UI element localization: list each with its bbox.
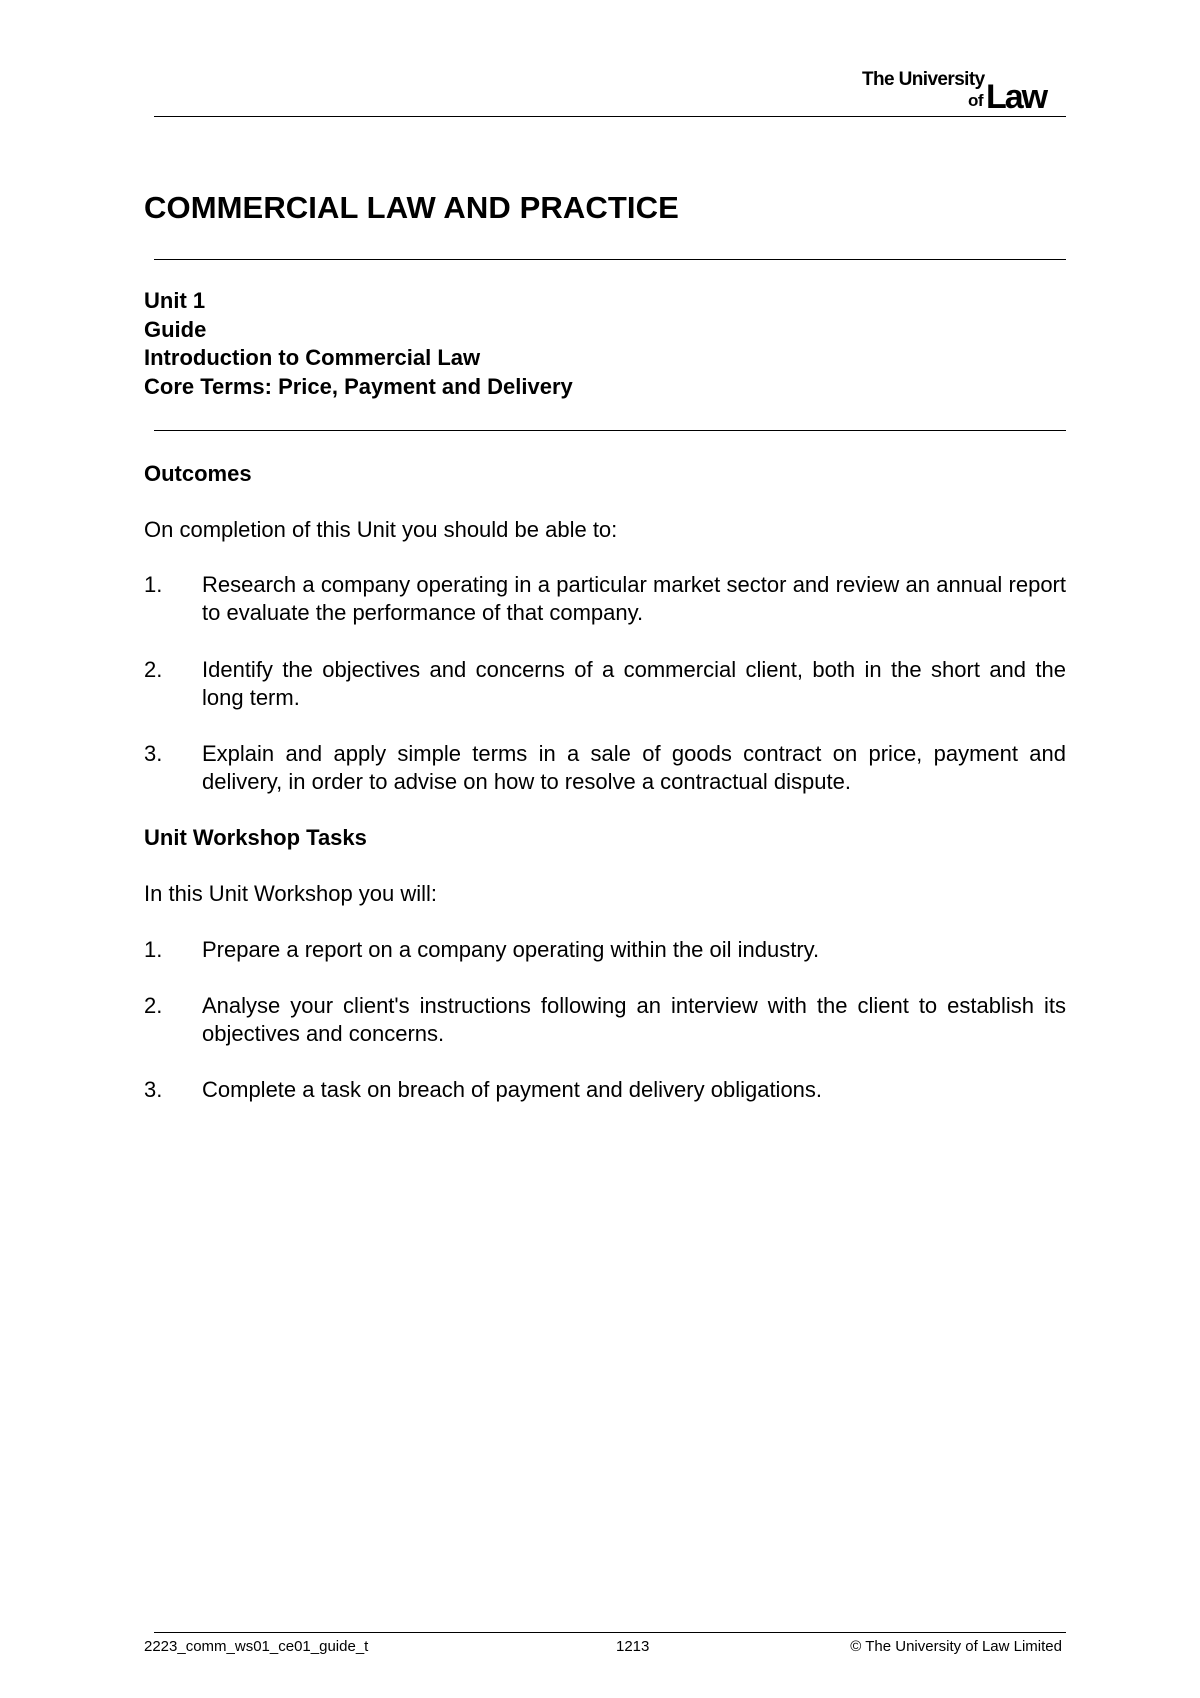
tasks-heading: Unit Workshop Tasks — [144, 825, 367, 850]
title-divider — [154, 259, 1066, 260]
footer-copyright: © The University of Law Limited — [850, 1638, 1062, 1655]
outcome-text: Identify the objectives and concerns of a commercial client, both in the short and the long term. — [202, 657, 1066, 710]
university-logo — [860, 68, 1070, 116]
outcomes-intro: On completion of this Unit you should be able to: — [144, 517, 618, 542]
unit-info — [144, 287, 573, 401]
footer-page-number: 1213 — [616, 1638, 650, 1655]
page-title: COMMERCIAL LAW AND PRACTICE — [144, 190, 679, 225]
university-logo-mark — [860, 68, 1070, 116]
task-text: Prepare a report on a company operating within the oil industry. — [202, 937, 820, 962]
header-divider — [154, 116, 1066, 117]
outcome-text: Research a company operating in a particular market sector and review an annual report to evaluate the performance of that company. — [202, 572, 1066, 625]
outcome-text: Explain and apply simple terms in a sale of goods contract on price, payment and delivery, in order to advise on how to resolve a contractual dispute. — [202, 741, 1066, 794]
outcome-item — [144, 656, 1066, 712]
outcome-item — [144, 740, 1066, 796]
footer-divider — [154, 1632, 1066, 1633]
outcomes-heading: Outcomes — [144, 461, 252, 486]
logo-line1: The University — [862, 69, 985, 90]
task-number: 1. — [144, 937, 163, 962]
outcome-item — [144, 571, 1066, 627]
unit-subtopic: Core Terms: Price, Payment and Delivery — [144, 373, 573, 399]
task-number: 3. — [144, 1077, 163, 1102]
unit-type: Guide — [144, 316, 207, 342]
unit-number: Unit 1 — [144, 288, 206, 313]
task-text: Analyse your client's instructions following an interview with the client to establish its objectives and concerns. — [202, 993, 1066, 1046]
outcome-number: 1. — [144, 572, 163, 597]
task-text: Complete a task on breach of payment and delivery obligations. — [202, 1077, 823, 1102]
task-item — [144, 936, 1066, 964]
logo-law: Law — [986, 78, 1047, 116]
logo-of: of — [968, 91, 984, 110]
footer-doc-code: 2223_comm_ws01_ce01_guide_t — [144, 1638, 369, 1655]
unit-topic: Introduction to Commercial Law — [144, 345, 481, 370]
task-item — [144, 1076, 1066, 1104]
outcome-number: 3. — [144, 741, 163, 766]
unit-divider — [154, 430, 1066, 431]
task-item — [144, 992, 1066, 1048]
task-number: 2. — [144, 993, 163, 1018]
outcome-number: 2. — [144, 657, 163, 682]
tasks-intro: In this Unit Workshop you will: — [144, 881, 438, 906]
